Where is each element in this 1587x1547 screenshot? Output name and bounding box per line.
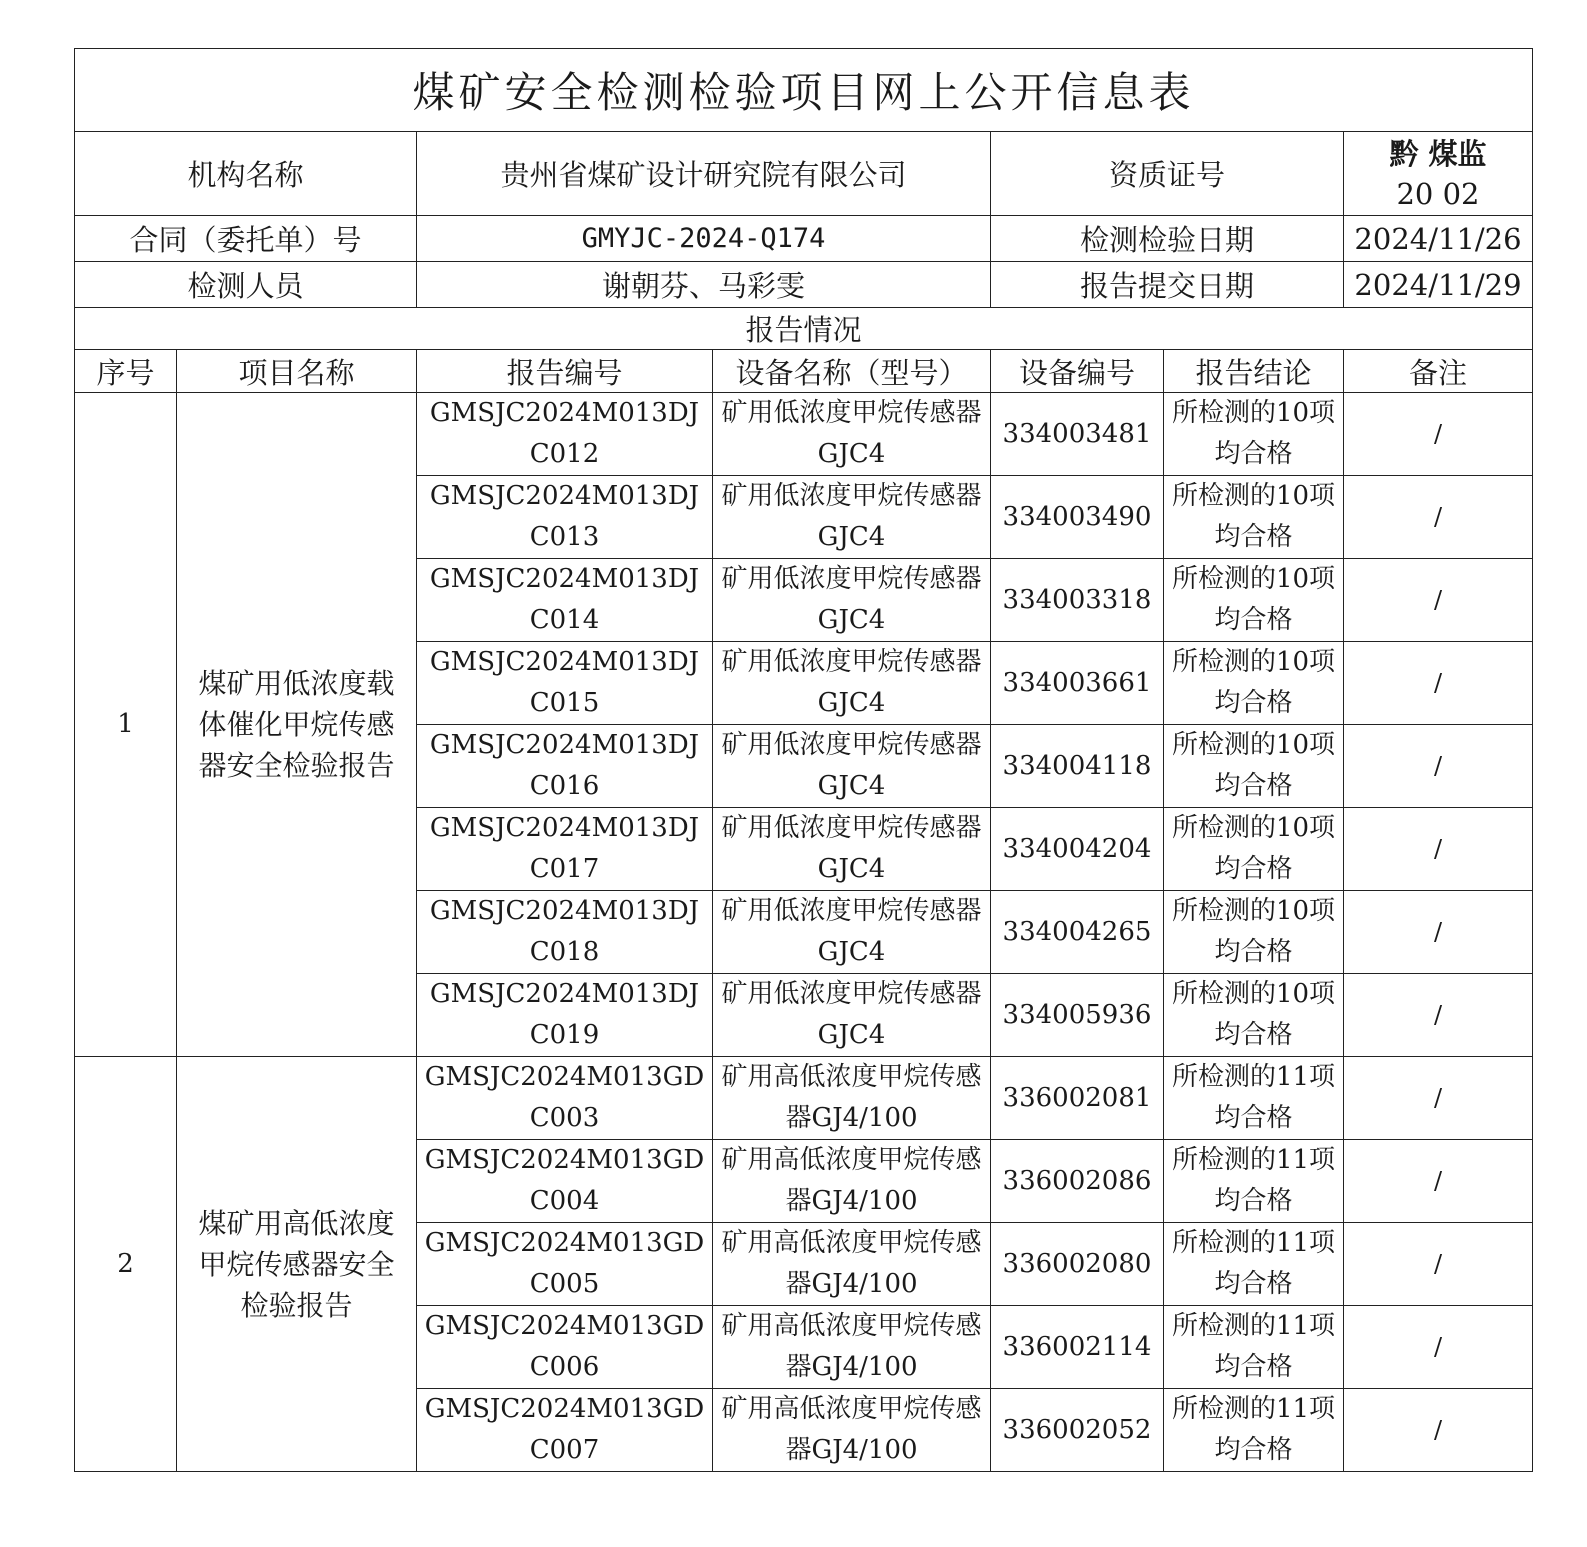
org-value: 贵州省煤矿设计研究院有限公司 [417,132,991,216]
report-no-cell: GMSJC2024M013DJC012 [417,393,713,476]
column-header-remark: 备注 [1344,350,1533,393]
remark-cell: / [1344,1140,1533,1223]
device-name-cell: 矿用低浓度甲烷传感器GJC4 [713,393,991,476]
device-no-cell: 336002052 [991,1389,1164,1472]
submit-date-label: 报告提交日期 [991,262,1344,308]
device-name-cell: 矿用低浓度甲烷传感器GJC4 [713,725,991,808]
report-no-cell: GMSJC2024M013DJC017 [417,808,713,891]
device-no-cell: 336002114 [991,1306,1164,1389]
remark-cell: / [1344,1223,1533,1306]
info-table [74,48,1533,1472]
remark-cell: / [1344,476,1533,559]
conclusion-cell: 所检测的10项均合格 [1164,725,1344,808]
staff-label: 检测人员 [75,262,417,308]
remark-cell: / [1344,974,1533,1057]
page-title: 煤矿安全检测检验项目网上公开信息表 [75,49,1533,132]
device-name-cell: 矿用低浓度甲烷传感器GJC4 [713,891,991,974]
report-no-cell: GMSJC2024M013DJC014 [417,559,713,642]
device-name-cell: 矿用高低浓度甲烷传感器GJ4/100 [713,1306,991,1389]
column-header-device: 设备名称（型号） [713,350,991,393]
device-name-cell: 矿用低浓度甲烷传感器GJC4 [713,974,991,1057]
report-no-cell: GMSJC2024M013GDC006 [417,1306,713,1389]
seq-cell: 1 [75,393,177,1057]
staff-value: 谢朝芬、马彩雯 [417,262,991,308]
report-no-cell: GMSJC2024M013GDC005 [417,1223,713,1306]
report-no-cell: GMSJC2024M013DJC018 [417,891,713,974]
cert-value-line1: 黔 煤监 [1389,136,1487,171]
device-name-cell: 矿用高低浓度甲烷传感器GJ4/100 [713,1389,991,1472]
submit-date-value: 2024/11/29 [1344,262,1533,308]
column-header-project: 项目名称 [177,350,417,393]
device-name-cell: 矿用高低浓度甲烷传感器GJ4/100 [713,1223,991,1306]
table-row [75,1057,1533,1140]
column-header-row [75,350,1533,393]
org-label: 机构名称 [75,132,417,216]
test-date-label: 检测检验日期 [991,216,1344,262]
cert-label: 资质证号 [991,132,1344,216]
device-no-cell: 334004204 [991,808,1164,891]
remark-cell: / [1344,1389,1533,1472]
cert-value [1344,132,1533,216]
table-row [75,393,1533,476]
contract-value: GMYJC-2024-Q174 [417,216,991,262]
device-name-cell: 矿用低浓度甲烷传感器GJC4 [713,808,991,891]
conclusion-cell: 所检测的11项均合格 [1164,1223,1344,1306]
device-no-cell: 334003318 [991,559,1164,642]
device-no-cell: 334003490 [991,476,1164,559]
conclusion-cell: 所检测的10项均合格 [1164,891,1344,974]
device-no-cell: 334003661 [991,642,1164,725]
report-no-cell: GMSJC2024M013DJC019 [417,974,713,1057]
column-header-report-no: 报告编号 [417,350,713,393]
remark-cell: / [1344,393,1533,476]
remark-cell: / [1344,808,1533,891]
report-no-cell: GMSJC2024M013GDC003 [417,1057,713,1140]
remark-cell: / [1344,1306,1533,1389]
report-no-cell: GMSJC2024M013DJC015 [417,642,713,725]
remark-cell: / [1344,891,1533,974]
report-no-cell: GMSJC2024M013DJC013 [417,476,713,559]
column-header-seq: 序号 [75,350,177,393]
conclusion-cell: 所检测的10项均合格 [1164,476,1344,559]
conclusion-cell: 所检测的11项均合格 [1164,1057,1344,1140]
device-no-cell: 336002086 [991,1140,1164,1223]
remark-cell: / [1344,1057,1533,1140]
conclusion-cell: 所检测的11项均合格 [1164,1389,1344,1472]
device-no-cell: 336002080 [991,1223,1164,1306]
conclusion-cell: 所检测的10项均合格 [1164,642,1344,725]
project-name-cell: 煤矿用低浓度载体催化甲烷传感器安全检验报告 [177,393,417,1057]
device-name-cell: 矿用低浓度甲烷传感器GJC4 [713,642,991,725]
device-name-cell: 矿用高低浓度甲烷传感器GJ4/100 [713,1140,991,1223]
conclusion-cell: 所检测的11项均合格 [1164,1140,1344,1223]
cert-value-line2: 20 02 [1396,176,1480,211]
conclusion-cell: 所检测的11项均合格 [1164,1306,1344,1389]
report-no-cell: GMSJC2024M013GDC004 [417,1140,713,1223]
conclusion-cell: 所检测的10项均合格 [1164,808,1344,891]
remark-cell: / [1344,559,1533,642]
conclusion-cell: 所检测的10项均合格 [1164,974,1344,1057]
device-name-cell: 矿用低浓度甲烷传感器GJC4 [713,476,991,559]
conclusion-cell: 所检测的10项均合格 [1164,393,1344,476]
device-no-cell: 334005936 [991,974,1164,1057]
remark-cell: / [1344,642,1533,725]
contract-label: 合同（委托单）号 [75,216,417,262]
conclusion-cell: 所检测的10项均合格 [1164,559,1344,642]
remark-cell: / [1344,725,1533,808]
section-title: 报告情况 [75,308,1533,350]
column-header-device-no: 设备编号 [991,350,1164,393]
device-no-cell: 334004265 [991,891,1164,974]
device-no-cell: 334003481 [991,393,1164,476]
device-no-cell: 336002081 [991,1057,1164,1140]
seq-cell: 2 [75,1057,177,1472]
report-no-cell: GMSJC2024M013GDC007 [417,1389,713,1472]
test-date-value: 2024/11/26 [1344,216,1533,262]
device-name-cell: 矿用低浓度甲烷传感器GJC4 [713,559,991,642]
device-name-cell: 矿用高低浓度甲烷传感器GJ4/100 [713,1057,991,1140]
device-no-cell: 334004118 [991,725,1164,808]
report-no-cell: GMSJC2024M013DJC016 [417,725,713,808]
project-name-cell: 煤矿用高低浓度甲烷传感器安全检验报告 [177,1057,417,1472]
column-header-conclusion: 报告结论 [1164,350,1344,393]
